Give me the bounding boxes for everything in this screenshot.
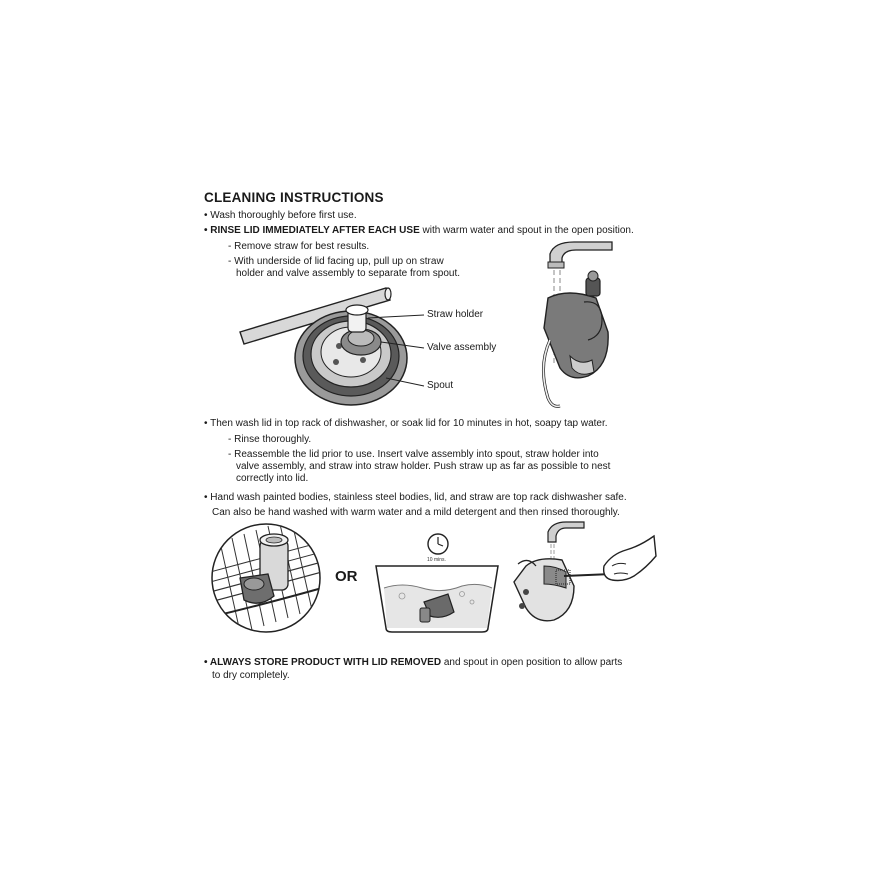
bullet-always-store-line2: to dry completely. <box>212 670 290 681</box>
dishwasher-rack-illustration <box>210 522 322 634</box>
bullet-hand-wash-line2: Can also be hand washed with warm water and a mild detergent and then rinsed thoroughly. <box>212 507 620 518</box>
sub-reassemble-line2: valve assembly, and straw into straw holder. Push straw up as far as possible to nest <box>236 461 611 472</box>
hand-wash-brush-illustration <box>508 516 658 634</box>
bottle-lid-icon <box>514 559 574 621</box>
lid-in-rack-icon <box>240 574 274 603</box>
label-spout: Spout <box>427 380 454 391</box>
or-separator: OR <box>335 568 358 585</box>
bullet-always-store-rest: and spout in open position to allow parts <box>441 657 623 668</box>
soak-basin-illustration <box>372 528 502 634</box>
bullet-rinse-lid-bold: • RINSE LID IMMEDIATELY AFTER EACH USE <box>204 225 420 236</box>
label-valve-assembly: Valve assembly <box>427 342 497 353</box>
faucet-icon <box>548 242 612 268</box>
faucet-rinse-illustration <box>530 236 630 412</box>
label-straw-holder: Straw holder <box>427 309 484 320</box>
sub-reassemble-line3: correctly into lid. <box>236 473 309 484</box>
valve-assembly-icon <box>341 329 381 355</box>
sub-pull-up-line2: holder and valve assembly to separate from spout. <box>236 268 461 279</box>
straw-holder-icon <box>346 305 368 332</box>
bullet-always-store-bold: • ALWAYS STORE PRODUCT WITH LID REMOVED <box>204 657 442 668</box>
sub-rinse-thoroughly: - Rinse thoroughly. <box>228 434 312 445</box>
bullet-hand-wash-line1: • Hand wash painted bodies, stainless steel bodies, lid, and straw are top rack dishwasher safe. <box>204 492 627 503</box>
timer-label: 10 mins. <box>427 557 446 563</box>
timer-clock-icon <box>428 534 448 554</box>
page-title: CLEANING INSTRUCTIONS <box>204 190 384 205</box>
bullet-rinse-lid-rest: with warm water and spout in the open position. <box>419 225 634 236</box>
sub-pull-up-line1: - With underside of lid facing up, pull up on straw <box>228 256 444 267</box>
sub-reassemble-line1: - Reassemble the lid prior to use. Insert valve assembly into spout, straw holder into <box>228 449 599 460</box>
sub-remove-straw: - Remove straw for best results. <box>228 241 370 252</box>
hand-icon <box>604 536 656 581</box>
bullet-wash-first-use: • Wash thoroughly before first use. <box>204 210 357 221</box>
bullet-dishwasher-or-soak: • Then wash lid in top rack of dishwasher, or soak lid for 10 minutes in hot, soapy tap water. <box>204 418 608 429</box>
